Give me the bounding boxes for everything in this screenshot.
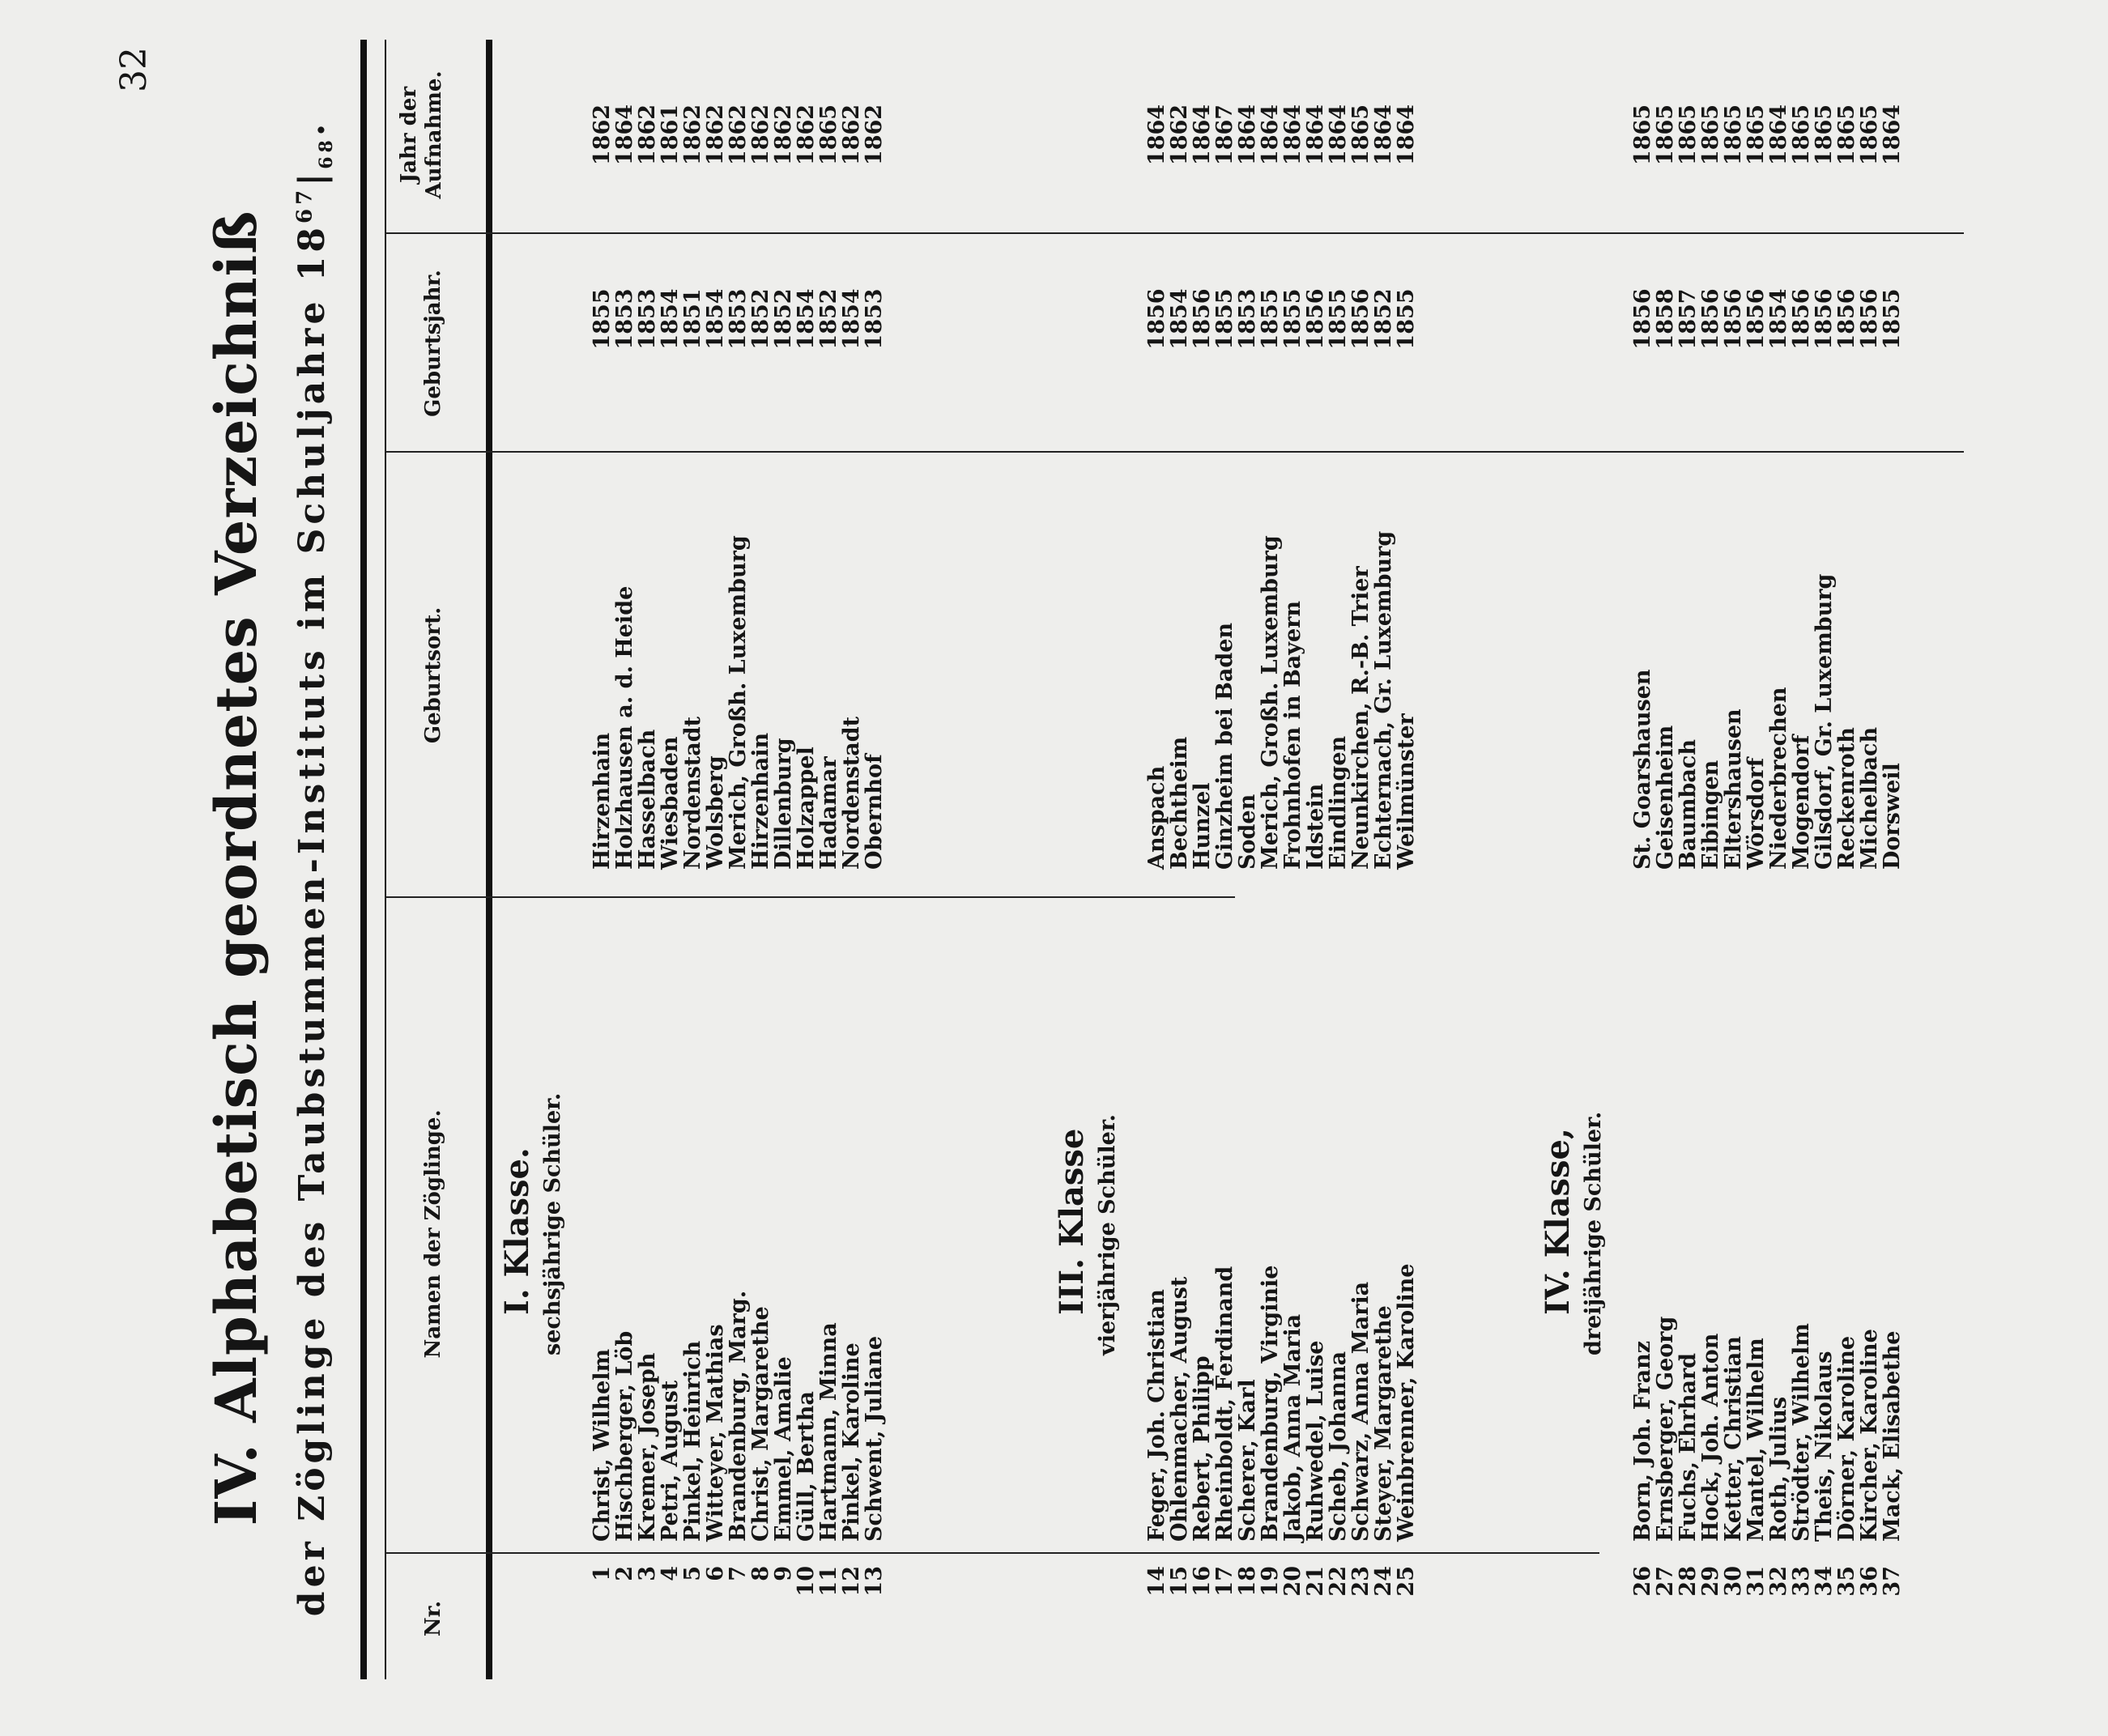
row-number: 9	[771, 1566, 796, 1581]
admission-year: 1864	[1326, 104, 1351, 166]
birth-year: 1854	[794, 288, 819, 350]
pupil-name: Rheinboldt, Ferdinand	[1212, 1266, 1237, 1542]
table-row	[1700, 40, 1723, 1679]
birth-year: 1854	[1766, 288, 1791, 350]
row-number: 25	[1394, 1566, 1419, 1597]
row-number: 3	[635, 1566, 660, 1581]
top-thin-rule	[385, 40, 386, 1679]
birthplace: Niederbrechen	[1766, 687, 1791, 870]
table-row	[1282, 40, 1305, 1679]
admission-year: 1862	[726, 104, 751, 166]
pupil-name: Roth, Julius	[1766, 1396, 1791, 1542]
table-row	[705, 40, 727, 1679]
table-row	[1191, 40, 1214, 1679]
birth-year: 1856	[1721, 288, 1746, 350]
top-thick-rule	[360, 40, 367, 1679]
admission-year: 1864	[1880, 104, 1905, 166]
birthplace: St. Goarshausen	[1630, 669, 1655, 870]
admission-year: 1864	[612, 104, 637, 166]
birthplace: Echternach, Gr. Luxemburg	[1371, 530, 1396, 870]
row-number: 27	[1653, 1566, 1678, 1597]
pupil-name: Dörner, Karoline	[1834, 1335, 1859, 1542]
row-number: 11	[816, 1566, 841, 1597]
pupil-name: Theis, Nikolaus	[1812, 1351, 1837, 1542]
birth-year: 1852	[816, 288, 841, 350]
birth-year: 1853	[1235, 288, 1260, 350]
class-subtitle: dreijährige Schüler.	[1581, 1111, 1606, 1355]
birth-year: 1856	[1698, 288, 1723, 350]
class-title: III. Klasse	[1053, 1128, 1091, 1315]
admission-year: 1864	[1144, 104, 1169, 166]
pupil-name: Hock, Joh. Anton	[1698, 1333, 1723, 1542]
admission-year: 1862	[703, 104, 728, 166]
pupil-name: Petri, August	[658, 1380, 683, 1542]
pupil-name: Pinkel, Heinrich	[680, 1340, 705, 1542]
birthplace: Reckenroth	[1834, 727, 1859, 870]
admission-year: 1862	[748, 104, 773, 166]
table-row	[727, 40, 750, 1679]
admission-year: 1864	[1766, 104, 1791, 166]
table-row	[1327, 40, 1350, 1679]
birthplace: Geisenheim	[1653, 725, 1678, 870]
birthplace: Dorsweil	[1880, 763, 1905, 870]
pupil-name: Mantel, Wilhelm	[1744, 1338, 1769, 1542]
birth-year: 1853	[726, 288, 751, 350]
table-row	[1395, 40, 1418, 1679]
page-number: 32	[113, 47, 155, 92]
class-title: IV. Klasse,	[1539, 1128, 1577, 1315]
row-number: 37	[1880, 1566, 1905, 1597]
table-row	[1373, 40, 1395, 1679]
birth-year: 1852	[1371, 288, 1396, 350]
subtitle-sup: 67	[292, 185, 317, 223]
admission-year: 1862	[635, 104, 660, 166]
birthplace: Nordenstadt	[680, 716, 705, 870]
pupil-name: Ketter, Christian	[1721, 1336, 1746, 1542]
row-number: 15	[1167, 1566, 1192, 1597]
row-number: 16	[1190, 1566, 1215, 1597]
admission-year: 1864	[1235, 104, 1260, 166]
birthplace: Eltershausen	[1721, 708, 1746, 870]
birth-year: 1855	[1258, 288, 1283, 350]
birthplace: Hadamar	[816, 756, 841, 870]
table-row	[1350, 40, 1373, 1679]
admission-year: 1862	[794, 104, 819, 166]
pupil-name: Weinbrenner, Karoline	[1394, 1263, 1419, 1542]
birthplace: Eibingen	[1698, 760, 1723, 870]
header-birthyear: Geburtsjahr.	[421, 270, 445, 417]
row-number: 14	[1144, 1566, 1169, 1597]
birth-year: 1855	[1394, 288, 1419, 350]
table-row	[1654, 40, 1677, 1679]
row-number: 8	[748, 1566, 773, 1581]
table-row	[795, 40, 818, 1679]
row-number: 4	[658, 1566, 683, 1581]
birth-year: 1856	[1348, 288, 1373, 350]
admission-year: 1864	[1371, 104, 1396, 166]
birth-year: 1856	[1303, 288, 1328, 350]
admission-year: 1862	[862, 104, 887, 166]
table-row	[1677, 40, 1700, 1679]
table-row	[614, 40, 637, 1679]
pupil-name: Schwent, Juliane	[862, 1335, 887, 1542]
pupil-name: Scheb, Johanna	[1326, 1351, 1351, 1542]
class-subtitle: vierjährige Schüler.	[1095, 1114, 1120, 1355]
admission-year: 1865	[816, 104, 841, 166]
birthplace: Holzhausen a. d. Heide	[612, 585, 637, 870]
birth-year: 1852	[748, 288, 773, 350]
admission-year: 1865	[1676, 104, 1701, 166]
row-number: 28	[1676, 1566, 1701, 1597]
pupil-name: Mack, Elisabethe	[1880, 1330, 1905, 1542]
birth-year: 1853	[612, 288, 637, 350]
pupil-name: Pinkel, Karoline	[839, 1342, 864, 1542]
row-number: 35	[1834, 1566, 1859, 1597]
admission-year: 1864	[1394, 104, 1419, 166]
row-number: 34	[1812, 1566, 1837, 1597]
row-number: 29	[1698, 1566, 1723, 1597]
class-title: I. Klasse.	[498, 1147, 536, 1315]
pupil-name: Hischberger, Löb	[612, 1330, 637, 1542]
row-number: 23	[1348, 1566, 1373, 1597]
birth-year: 1856	[1789, 288, 1814, 350]
subtitle-main: der Zöglinge des Taubstummen-Instituts im Schuljahre 18	[292, 223, 333, 1617]
birthplace: Michelbach	[1857, 726, 1882, 870]
pupil-name: Christ, Wilhelm	[590, 1348, 615, 1542]
pupil-name: Ohlenmacher, August	[1167, 1276, 1192, 1542]
birth-year: 1857	[1676, 288, 1701, 350]
birthplace: Mogendorf	[1789, 734, 1814, 870]
class-subtitle: sechsjährige Schüler.	[540, 1092, 565, 1355]
table-row	[682, 40, 705, 1679]
table-row	[1881, 40, 1904, 1679]
header-nr: Nr.	[421, 1600, 445, 1637]
birthplace: Merich, Großh. Luxemburg	[726, 535, 751, 870]
row-number: 22	[1326, 1566, 1351, 1597]
table-row	[750, 40, 773, 1679]
birthplace: Wolsberg	[703, 755, 728, 870]
admission-year: 1865	[1653, 104, 1678, 166]
row-number: 1	[590, 1566, 615, 1581]
pupil-name: Christ, Margarethe	[748, 1306, 773, 1542]
table-row	[637, 40, 659, 1679]
admission-year: 1865	[1348, 104, 1373, 166]
birthplace: Baumbach	[1676, 739, 1701, 870]
table-row	[1723, 40, 1745, 1679]
pupil-name: Emmel, Amalie	[771, 1356, 796, 1542]
admission-year: 1862	[590, 104, 615, 166]
birth-year: 1856	[1630, 288, 1655, 350]
pupil-name: Ernsberger, Georg	[1653, 1316, 1678, 1542]
row-number: 2	[612, 1566, 637, 1581]
birthplace: Eindlingen	[1326, 735, 1351, 870]
row-number: 21	[1303, 1566, 1328, 1597]
row-number: 20	[1280, 1566, 1305, 1597]
birthplace: Obernhof	[862, 754, 887, 870]
pupil-name: Hartmann, Minna	[816, 1322, 841, 1542]
pupil-name: Born, Joh. Franz	[1630, 1340, 1655, 1542]
pupil-name: Ruhwedel, Luise	[1303, 1340, 1328, 1542]
admission-year: 1865	[1857, 104, 1882, 166]
page-subtitle: der Zöglinge des Taubstummen-Instituts im Schuljahre $18^{67}|_{68}$.	[292, 119, 337, 1617]
row-number: 18	[1235, 1566, 1260, 1597]
birthplace: Weilmünster	[1394, 713, 1419, 870]
row-number: 31	[1744, 1566, 1769, 1597]
birth-year: 1852	[771, 288, 796, 350]
row-number: 32	[1766, 1566, 1791, 1597]
birth-year: 1856	[1744, 288, 1769, 350]
row-number: 33	[1789, 1566, 1814, 1597]
admission-year: 1862	[680, 104, 705, 166]
table-row	[1237, 40, 1259, 1679]
table-row	[1214, 40, 1237, 1679]
birthplace: Hasselbach	[635, 729, 660, 870]
table-row	[1632, 40, 1654, 1679]
birth-year: 1855	[1326, 288, 1351, 350]
pupil-name: Fuchs, Ehrhard	[1676, 1352, 1701, 1542]
admission-year: 1867	[1212, 104, 1237, 166]
birthplace: Hirzenhain	[590, 732, 615, 870]
birthplace: Soden	[1235, 794, 1260, 870]
birthplace: Idstein	[1303, 783, 1328, 870]
row-number: 19	[1258, 1566, 1283, 1597]
birth-year: 1858	[1653, 288, 1678, 350]
row-number: 6	[703, 1566, 728, 1581]
table-row	[1305, 40, 1327, 1679]
admission-year: 1864	[1303, 104, 1328, 166]
birthplace: Gilsdorf, Gr. Luxemburg	[1812, 573, 1837, 870]
admission-year: 1864	[1280, 104, 1305, 166]
admission-year: 1865	[1744, 104, 1769, 166]
row-number: 30	[1721, 1566, 1746, 1597]
admission-year: 1865	[1721, 104, 1746, 166]
table-row	[1768, 40, 1791, 1679]
table-row	[1259, 40, 1282, 1679]
table-row	[1813, 40, 1836, 1679]
admission-year: 1865	[1834, 104, 1859, 166]
pupil-name: Kircher, Karoline	[1857, 1329, 1882, 1542]
row-number: 26	[1630, 1566, 1655, 1597]
birthplace: Merich, Großh. Luxemburg	[1258, 535, 1283, 870]
pupil-name: Jakob, Anna Maria	[1280, 1313, 1305, 1542]
birth-year: 1854	[1167, 288, 1192, 350]
subtitle-end: .	[292, 119, 333, 137]
table-row	[1169, 40, 1191, 1679]
table-row	[1791, 40, 1813, 1679]
birth-year: 1855	[590, 288, 615, 350]
birthplace: Neunkirchen, R.-B. Trier	[1348, 566, 1373, 870]
birth-year: 1856	[1144, 288, 1169, 350]
row-number: 5	[680, 1566, 705, 1581]
table-row	[659, 40, 682, 1679]
row-number: 24	[1371, 1566, 1396, 1597]
pupil-name: Rebert, Philipp	[1190, 1355, 1215, 1542]
pupil-name: Brandenburg, Marg.	[726, 1290, 751, 1542]
header-bottom-rule	[486, 40, 492, 1679]
birth-year: 1851	[680, 288, 705, 350]
birthplace: Bechtheim	[1167, 736, 1192, 870]
pupil-name: Schwarz, Anna Maria	[1348, 1281, 1373, 1542]
header-birthplace: Geburtsort.	[421, 606, 445, 744]
birth-year: 1853	[862, 288, 887, 350]
table-row	[1146, 40, 1169, 1679]
birthplace: Holzappel	[794, 747, 819, 870]
birth-year: 1854	[839, 288, 864, 350]
row-number: 17	[1212, 1566, 1237, 1597]
birth-year: 1855	[1880, 288, 1905, 350]
admission-year: 1865	[1630, 104, 1655, 166]
pupil-name: Steyer, Margarethe	[1371, 1305, 1396, 1542]
birthplace: Dillenburg	[771, 738, 796, 870]
admission-year: 1862	[1167, 104, 1192, 166]
admission-year: 1864	[1190, 104, 1215, 166]
row-number: 10	[794, 1566, 819, 1597]
page-title: IV. Alphabetisch geordnetes Verzeichniß	[202, 210, 270, 1526]
table-row	[818, 40, 841, 1679]
birthplace: Nordenstadt	[839, 716, 864, 870]
admission-year: 1862	[771, 104, 796, 166]
birthplace: Hunzel	[1190, 782, 1215, 870]
header-name: Namen der Zöglinge.	[421, 1109, 445, 1359]
pupil-name: Scherer, Karl	[1235, 1379, 1260, 1542]
table-row	[1836, 40, 1859, 1679]
admission-year: 1862	[839, 104, 864, 166]
birthplace: Wörsdorf	[1744, 757, 1769, 870]
admission-year: 1865	[1789, 104, 1814, 166]
pupil-name: Brandenburg, Virginie	[1258, 1265, 1283, 1542]
row-number: 36	[1857, 1566, 1882, 1597]
admission-year: 1865	[1812, 104, 1837, 166]
pupil-name: Kremer, Joseph	[635, 1352, 660, 1542]
pupil-name: Güll, Bertha	[794, 1391, 819, 1542]
birth-year: 1854	[703, 288, 728, 350]
table-row	[841, 40, 863, 1679]
birth-year: 1855	[1212, 288, 1237, 350]
birthplace: Frohnhofen in Bayern	[1280, 601, 1305, 870]
birthplace: Ginzheim bei Baden	[1212, 622, 1237, 870]
admission-year: 1865	[1698, 104, 1723, 166]
row-number: 12	[839, 1566, 864, 1597]
birth-year: 1856	[1812, 288, 1837, 350]
table-row	[1745, 40, 1768, 1679]
row-number: 13	[862, 1566, 887, 1597]
birth-year: 1855	[1280, 288, 1305, 350]
birth-year: 1856	[1857, 288, 1882, 350]
pupil-name: Strödter, Wilhelm	[1789, 1323, 1814, 1542]
admission-year: 1864	[1258, 104, 1283, 166]
table-row	[773, 40, 795, 1679]
admission-year: 1861	[658, 104, 683, 166]
table-row	[591, 40, 614, 1679]
birth-year: 1854	[658, 288, 683, 350]
birthplace: Wiesbaden	[658, 736, 683, 870]
birth-year: 1853	[635, 288, 660, 350]
header-admission-year: Jahr der Aufnahme.	[397, 70, 447, 199]
table-row	[1859, 40, 1881, 1679]
pupil-name: Feger, Joh. Christian	[1144, 1289, 1169, 1542]
table-row	[863, 40, 886, 1679]
birthplace: Anspach	[1144, 765, 1169, 870]
birthplace: Hirzenhain	[748, 732, 773, 870]
row-number: 7	[726, 1566, 751, 1581]
pupil-name: Witteyer, Mathias	[703, 1324, 728, 1542]
subtitle-sub: 68	[315, 136, 337, 169]
birth-year: 1856	[1190, 288, 1215, 350]
birth-year: 1856	[1834, 288, 1859, 350]
